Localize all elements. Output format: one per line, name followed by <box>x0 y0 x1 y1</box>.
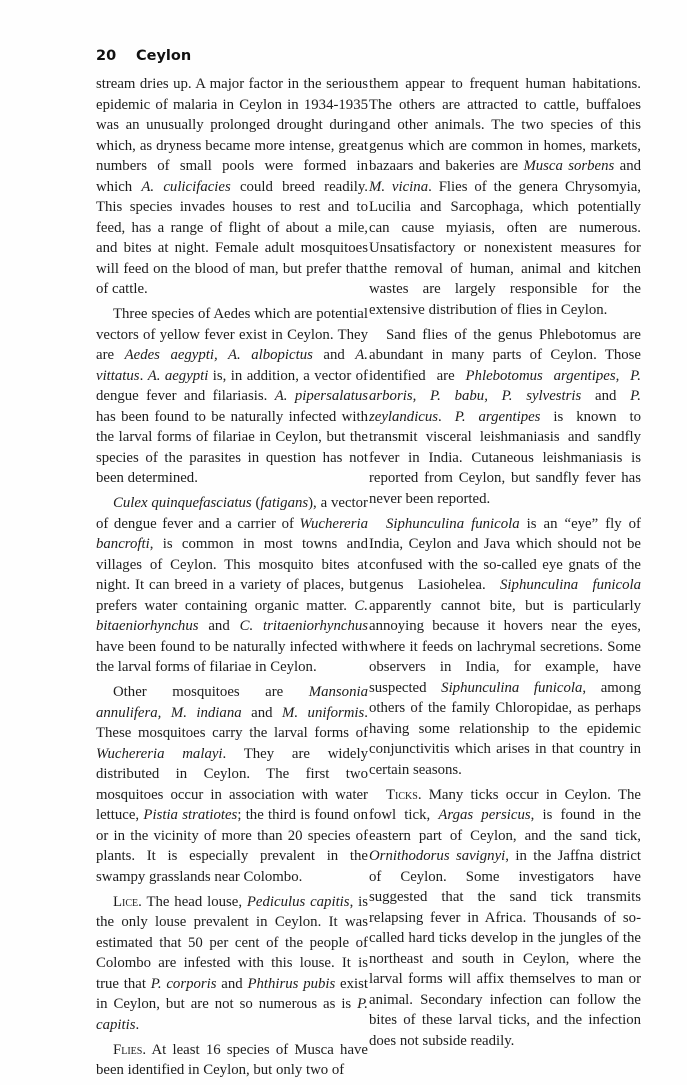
italic-text: Mansonia annulifera, M. indiana <box>96 684 368 721</box>
text-run: them appear to frequent human habitations. The others are attracted to cattle, buffaloes and other animals. The two species of this genus which are common in homes, markets, bazaars and bakeries are <box>369 76 641 174</box>
text-run: . These mosquitoes carry the larval forms of <box>96 704 368 741</box>
italic-text: fatigans <box>260 495 309 511</box>
page-number: 20 <box>96 48 117 64</box>
italic-text: M. vicina <box>369 178 429 195</box>
text-run: ; the third is found on or in the vicinity of more than 20 species of plants. It is especially prevalent in the swampy grasslands near Colombo. <box>96 807 368 885</box>
italic-text: Phthirus pubis <box>247 975 336 992</box>
text-run: . Many ticks occur in Ceylon. The fowl tick, <box>369 786 641 823</box>
text-run: and <box>614 158 642 174</box>
italic-text: A. aegypti <box>147 367 209 384</box>
italic-text: Culex quinquefasciatus <box>113 495 252 511</box>
text-run: . <box>139 367 148 384</box>
italic-text: A. culicifacies <box>141 178 231 195</box>
paragraph <box>96 304 368 489</box>
text-run: , is found in the eastern part of Ceylon, and the sand tick, <box>369 807 641 844</box>
text-run: , in the Jaffna district of Ceylon. Some investigators have suggested that the sand tick transmits relapsing fever in Africa. Thousands of so-called hard ticks develop in the jungles of the northeast and south in Ceylon, where the larval forms will affix themselves to man or animal. Secondary infection can follow the bites of these larval ticks, and the infection does not subside readily. <box>369 848 641 1049</box>
text-run: . At least 16 species of Musca have been identified in Ceylon, but only two of <box>96 1041 368 1078</box>
italic-text: P. corporis <box>150 975 217 992</box>
text-run: and <box>216 975 248 992</box>
italic-text: A. vittatus <box>96 347 369 384</box>
text-run: , is common in most towns and villages of Ceylon. This mosquito bites at night. It can breed in a variety of places, but prefers water containing organic matter. <box>96 536 368 614</box>
italic-text: C. bitaeniorhynchus <box>96 597 368 634</box>
italic-text: Siphunculina funicola <box>441 679 583 696</box>
text-run: , is the only louse prevalent in Ceylon. It was estimated that 50 per cent of the people of Colombo are infested with this louse. It is true that <box>96 893 368 992</box>
italic-text: M. uniformis <box>282 704 365 721</box>
italic-text: Wuchereria bancrofti <box>96 515 368 552</box>
text-run: Sand flies of the genus Phlebotomus are abundant in many parts of Ceylon. Those identified are <box>369 326 641 384</box>
italic-text: Musca sorbens <box>523 158 615 174</box>
text-run: has been found to be naturally infected with the larval forms of filariae in Ceylon, but the species of the parasites in question has not been determined. <box>96 408 368 486</box>
italic-text: Ornithodorus savignyi <box>369 848 506 864</box>
text-run: . <box>438 408 455 425</box>
paragraph <box>369 514 641 781</box>
text-run: Three species of Aedes which are potential vectors of yellow fever exist in Ceylon. They are <box>96 306 368 363</box>
text-run: and <box>241 704 283 721</box>
text-run: and <box>312 347 356 363</box>
text-run: and <box>198 618 240 634</box>
text-run: is known to transmit visceral leishmaniasis and sandfly fever in India. Cutaneous leishmaniasis is reported from Ceylon, but sandfly fever has never been reported. <box>369 408 641 507</box>
text-run: have been found to be naturally infected with the larval forms of filariae in Ceylon. <box>96 638 368 675</box>
italic-text: P. zeylandicus <box>369 388 641 425</box>
text-run: . The head louse, <box>138 893 247 910</box>
italic-text: Pistia stratiotes <box>143 807 238 823</box>
section-lead: Flies <box>113 1041 143 1058</box>
italic-text: Phlebotomus argentipes, P. arboris, P. babu, P. sylvestris <box>369 367 641 404</box>
running-header <box>96 48 191 64</box>
text-run: apparently cannot bite, but is particularly annoying because it hovers near the eyes, where it feeds on lachrymal secretions. Some observers in India, for example, have suspected <box>369 597 641 696</box>
text-run: stream dries up. A major factor in the serious epidemic of malaria in Ceylon in 1934-1935 was an unusually prolonged drought during which, as dryness became more intense, great numbers of small pools were formed in which <box>96 76 368 195</box>
text-run: and <box>581 388 631 404</box>
left-column <box>96 74 368 1085</box>
text-run: , among others of the family Chloropidae, as perhaps having some relationship to the epidemic conjunctivitis which arises in that country in certain seasons. <box>369 679 641 778</box>
text-run: Other mosquitoes are <box>113 684 309 700</box>
section-lead: Lice <box>113 893 139 910</box>
text-run: . <box>135 1016 140 1033</box>
text-run: exist in Ceylon, but are not so numerous as is <box>96 975 368 1012</box>
paragraph <box>369 785 641 1052</box>
text-run: . Flies of the genera Chrysomyia, Lucilia and Sarcophaga, which potentially can cause myiasis, often are numerous. Unsatisfactory or nonexistent measures for the removal of human, animal and kitchen wastes are largely responsible for the extensive distribution of flies in Ceylon. <box>369 178 641 318</box>
italic-text: Aedes aegypti, A. albopictus <box>124 347 313 363</box>
text-run: . They are widely distributed in Ceylon. The first two mosquitoes occur in association with water lettuce, <box>96 745 368 823</box>
italic-text: Wuchereria malayi <box>96 745 223 762</box>
text-run: is, in addition, a vector of dengue fever and filariasis. <box>96 367 368 404</box>
paragraph <box>96 493 368 678</box>
paragraph <box>96 74 368 300</box>
text-run: ( <box>251 495 261 511</box>
paragraph <box>369 74 641 320</box>
italic-text: P. capitis <box>96 996 368 1033</box>
italic-text: C. tritaeniorhynchus <box>239 618 368 634</box>
text-run: is an “eye” fly of India, Ceylon and Java which should not be confused with the so-called eye gnats of the genus Lasiohelea. <box>369 515 641 593</box>
paragraph <box>96 892 368 1036</box>
section-lead: Ticks <box>386 786 418 803</box>
paragraph <box>96 1040 368 1081</box>
italic-text: Argas persicus <box>438 807 531 823</box>
text-run: could breed readily. This species invades houses to rest and to feed, has a range of flight of about a mile, and bites at night. Female adult mosquitoes will feed on the blood of man, but prefer that of cattle. <box>96 178 368 297</box>
italic-text: Pediculus capitis <box>246 893 350 910</box>
running-title: Ceylon <box>136 48 192 64</box>
italic-text: P. argentipes <box>454 408 541 425</box>
italic-text: Siphunculina funicola <box>500 577 641 593</box>
italic-text: Siphunculina funicola <box>386 515 520 532</box>
italic-text: A. pipersalatus <box>274 388 368 404</box>
paragraph <box>369 325 641 510</box>
text-run: ), a vector of dengue fever and a carrier of <box>96 495 368 532</box>
paragraph <box>96 682 368 887</box>
right-column <box>369 74 641 1056</box>
